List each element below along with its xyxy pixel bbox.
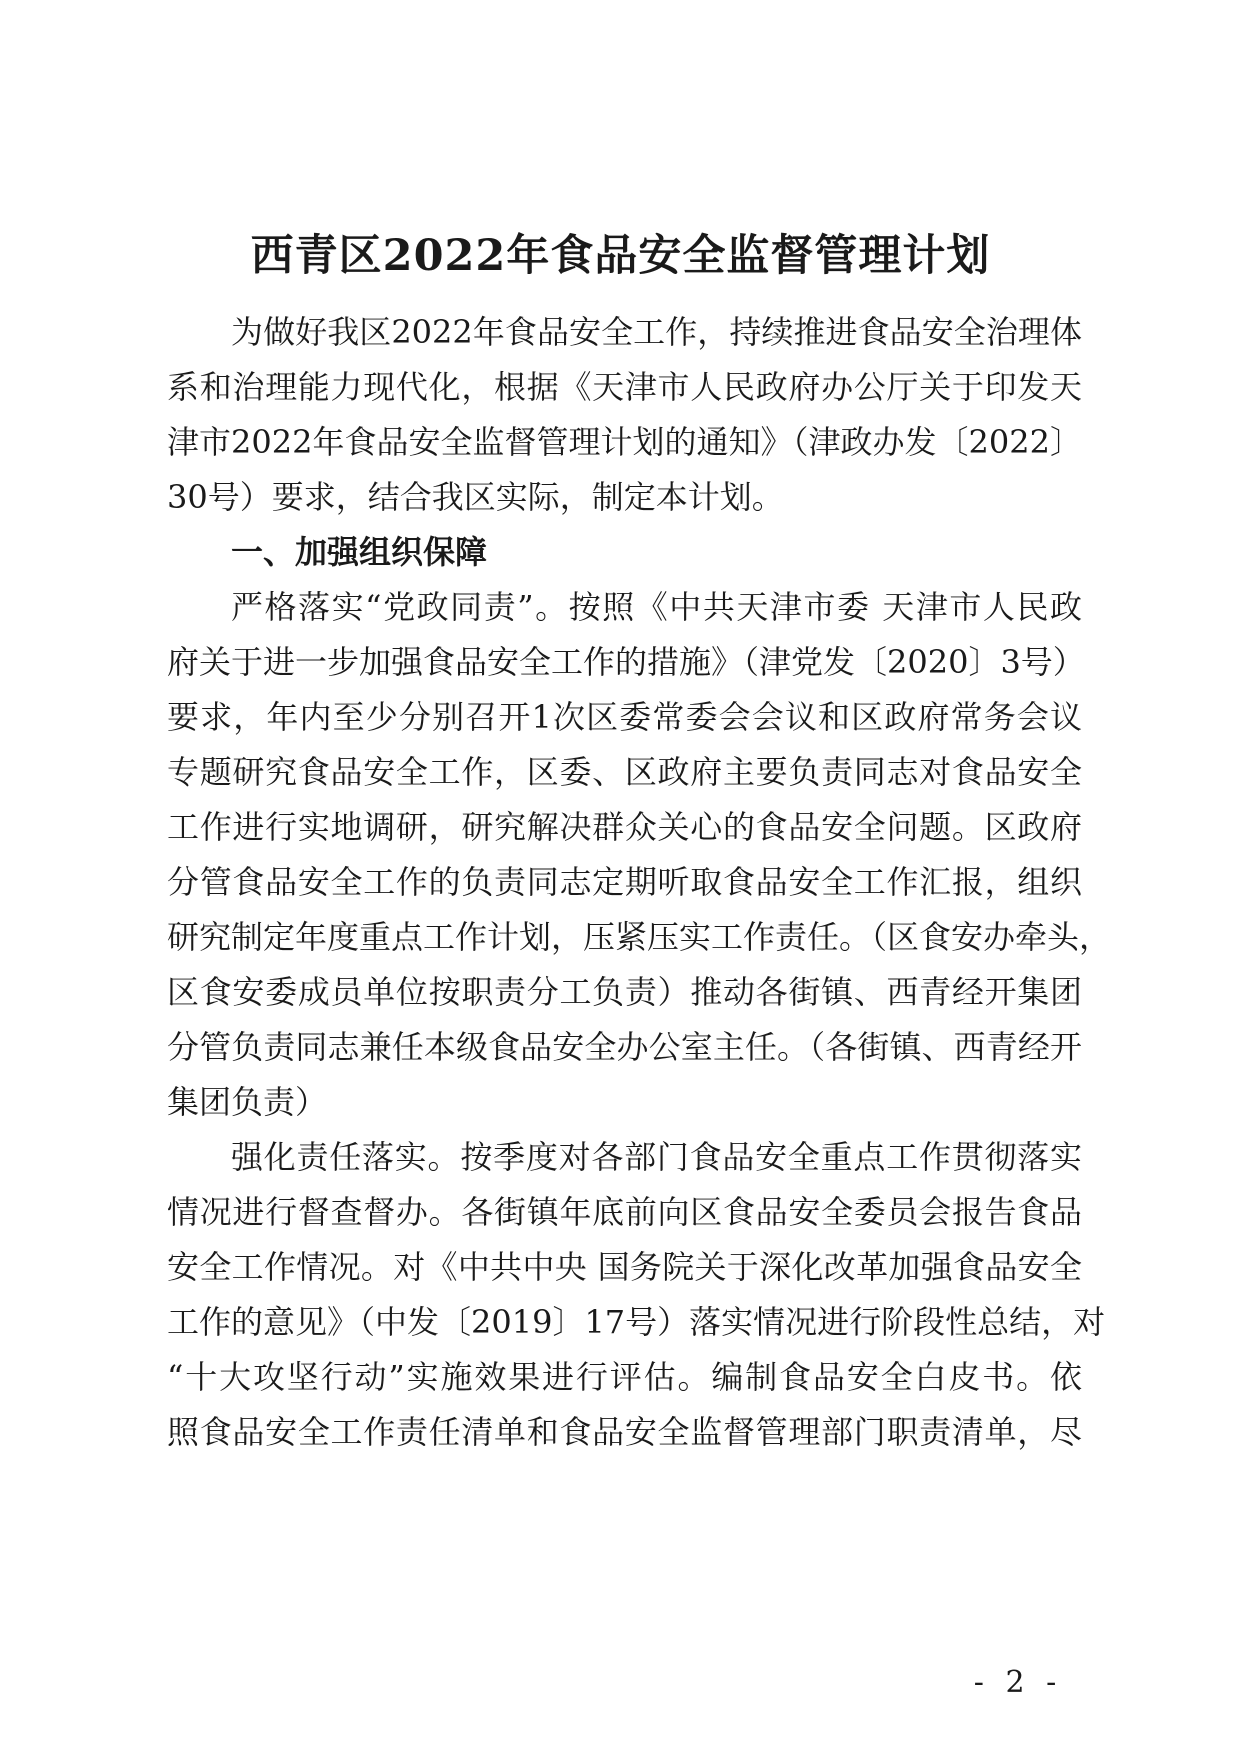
paragraph-line: “十大攻坚行动”实施效果进行评估。编制食品安全白皮书。依 — [167, 1358, 1082, 1396]
paragraph-line: 安全工作情况。对《中共中央 国务院关于深化改革加强食品安全 — [167, 1248, 1082, 1286]
paragraph-line: 照食品安全工作责任清单和食品安全监督管理部门职责清单，尽 — [167, 1413, 1082, 1451]
paragraph-line: 要求，年内至少分别召开1次区委常委会会议和区政府常务会议 — [167, 698, 1082, 736]
paragraph-line: 强化责任落实。按季度对各部门食品安全重点工作贯彻落实 — [231, 1138, 1082, 1176]
document-title: 西青区2022年食品安全监督管理计划 — [250, 231, 991, 281]
paragraph-line: 系和治理能力现代化，根据《天津市人民政府办公厅关于印发天 — [167, 368, 1082, 406]
paragraph-line: 30号）要求，结合我区实际，制定本计划。 — [167, 478, 784, 516]
paragraph-line: 专题研究食品安全工作，区委、区政府主要负责同志对食品安全 — [167, 753, 1082, 791]
paragraph-line: 分管负责同志兼任本级食品安全办公室主任。（各街镇、西青经开 — [167, 1028, 1082, 1066]
paragraph-line: 分管食品安全工作的负责同志定期听取食品安全工作汇报，组织 — [167, 863, 1082, 901]
paragraph-line: 为做好我区2022年食品安全工作，持续推进食品安全治理体 — [231, 313, 1082, 351]
paragraph-line: 情况进行督查督办。各街镇年底前向区食品安全委员会报告食品 — [167, 1193, 1082, 1231]
paragraph-line: 严格落实“党政同责”。按照《中共天津市委 天津市人民政 — [231, 588, 1082, 626]
paragraph-line: 工作的意见》（中发〔2019〕17号）落实情况进行阶段性总结，对 — [167, 1303, 1106, 1341]
paragraph-line: 研究制定年度重点工作计划，压紧压实工作责任。（区食安办牵头， — [167, 918, 1112, 956]
paragraph-line: 府关于进一步加强食品安全工作的措施》（津党发〔2020〕3号） — [167, 643, 1085, 681]
section-heading: 一、加强组织保障 — [231, 533, 488, 571]
paragraph-line: 津市2022年食品安全监督管理计划的通知》（津政办发〔2022〕 — [167, 423, 1082, 461]
paragraph-line: 区食安委成员单位按职责分工负责）推动各街镇、西青经开集团 — [167, 973, 1082, 1011]
page-number: - 2 - — [973, 1665, 1063, 1700]
paragraph-line: 工作进行实地调研，研究解决群众关心的食品安全问题。区政府 — [167, 808, 1082, 846]
paragraph-line: 集团负责） — [167, 1083, 328, 1121]
